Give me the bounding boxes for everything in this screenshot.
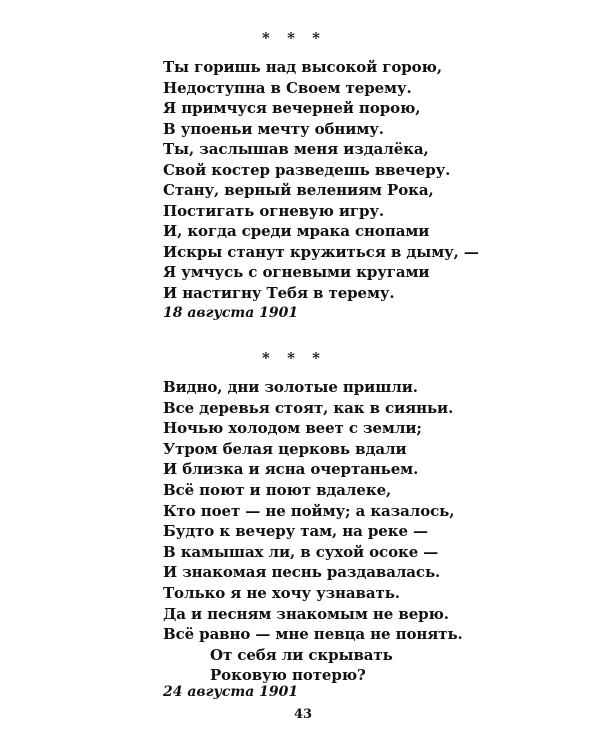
verse-line: Ты, заслышав меня издалёка, xyxy=(163,140,429,158)
poem-2-stanza-3 xyxy=(163,583,463,686)
verse-line: Ты горишь над высокой горою, xyxy=(163,58,442,76)
verse-line: Все деревья стоят, как в сияньи. xyxy=(163,398,454,417)
verse-line: Да и песням знакомым не верю. xyxy=(163,604,449,623)
verse-line: Я умчусь с огневыми кругами xyxy=(163,263,430,281)
verse-line: Ночью холодом веет с земли; xyxy=(163,419,422,437)
verse-line: Только я не хочу узнавать. xyxy=(163,584,400,602)
verse-line: И, когда среди мрака снопами xyxy=(163,222,430,240)
page-number: 43 xyxy=(293,707,313,722)
poem-2-stanza-2 xyxy=(163,480,454,583)
verse-line: Видно, дни золотые пришли. xyxy=(163,378,418,396)
verse-line: Стану, верный велениям Рока, xyxy=(163,181,434,199)
verse-line: Будто к вечеру там, на реке — xyxy=(163,522,428,540)
verse-line: И знакомая песнь раздавалась. xyxy=(163,563,441,581)
poem-2-separator: * * * xyxy=(262,349,326,367)
verse-line-indented: Роковую потерю? xyxy=(210,666,366,684)
poem-1-stanza-3 xyxy=(163,221,479,303)
verse-line: И близка и ясна очертаньем. xyxy=(163,460,419,478)
poem-1-separator: * * * xyxy=(262,29,326,47)
verse-line: Всё равно — мне певца не понять. xyxy=(163,625,463,643)
verse-line: Я примчуся вечерней порою, xyxy=(163,99,421,117)
verse-line: Всё поют и поют вдалеке, xyxy=(163,481,392,499)
verse-line: Кто поет — не пойму; а казалось, xyxy=(163,501,455,520)
poem-1-stanza-1 xyxy=(163,57,442,139)
poem-2-date: 24 августа 1901 xyxy=(163,684,299,700)
verse-line: Недоступна в Своем терему. xyxy=(163,78,412,97)
verse-line: Утром белая церковь вдали xyxy=(163,439,407,458)
verse-line: В камышах ли, в сухой осоке — xyxy=(163,542,439,561)
verse-line: Искры станут кружиться в дыму, — xyxy=(163,242,479,261)
poem-2-stanza-1 xyxy=(163,377,453,480)
verse-line-indented: От себя ли скрывать xyxy=(210,645,393,664)
poem-1-date: 18 августа 1901 xyxy=(163,305,299,321)
verse-line: Свой костер разведешь ввечеру. xyxy=(163,160,451,179)
verse-line: И настигну Тебя в терему. xyxy=(163,283,395,302)
poem-1-stanza-2 xyxy=(163,139,450,221)
verse-line: Постигать огневую игру. xyxy=(163,201,385,220)
verse-line: В упоеньи мечту обниму. xyxy=(163,119,384,138)
